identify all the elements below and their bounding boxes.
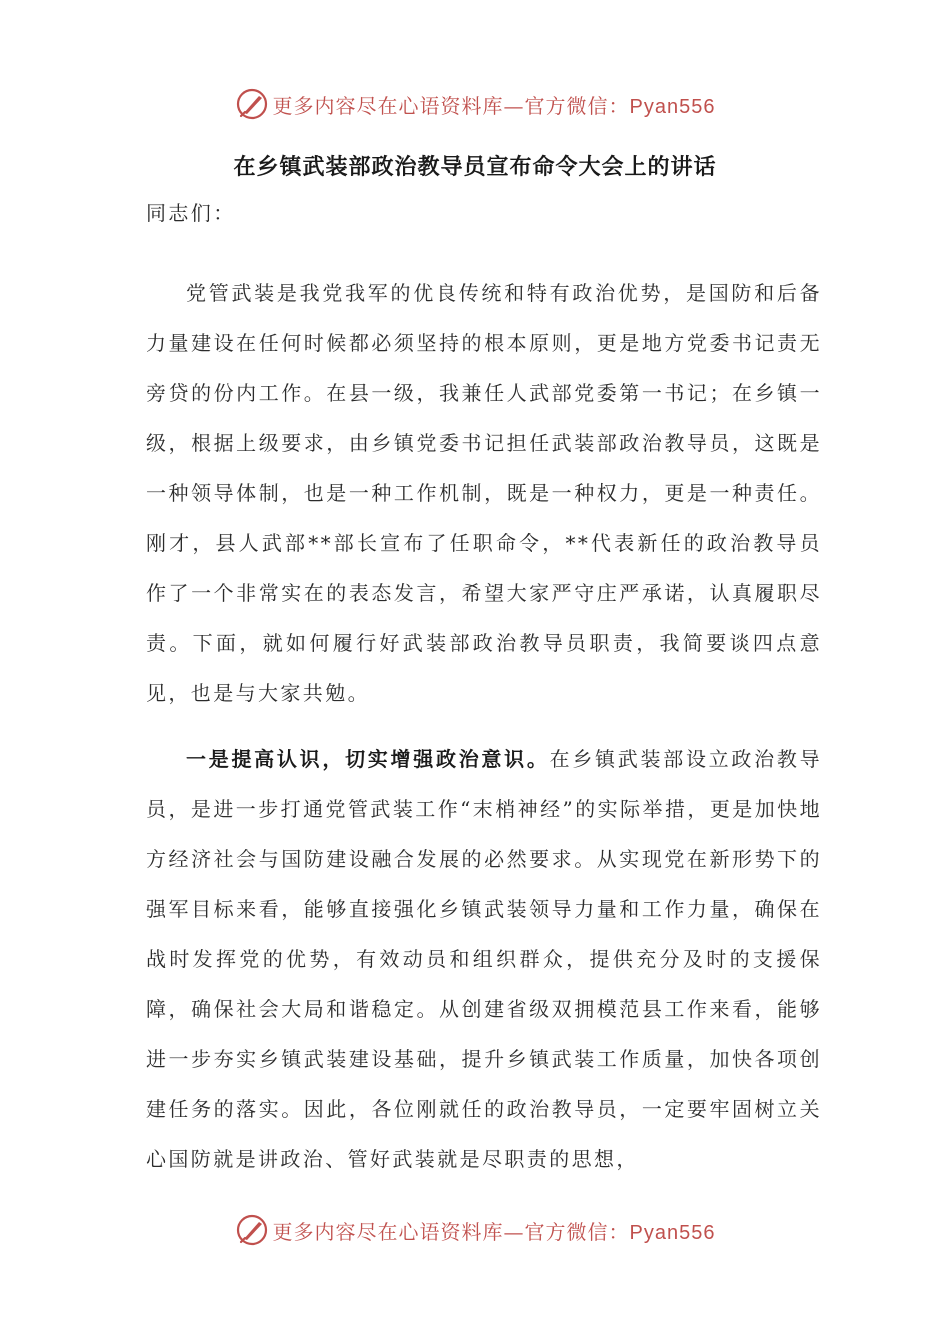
header-banner bbox=[0, 84, 950, 124]
salutation: 同志们： bbox=[146, 201, 236, 225]
document-title: 在乡镇武装部政治教导员宣布命令大会上的讲话 bbox=[233, 155, 717, 180]
paragraph-1: 党管武装是我党我军的优良传统和特有政治优势，是国防和后备力量建设在任何时候都必须坚持的根本原则，更是地方党委书记责无旁贷的份内工作。在县一级，我兼任人武部党委第一书记；在乡镇一级，根据上级要求，由乡镇党委书记担任武装部政治教导员，这既是一种领导体制，也是一种工作机制，既是一种权力，更是一种责任。刚才，县人武部**部长宣布了任职命令，**代表新任的政治教导员作了一个非常实在的表态发言，希望大家严守庄严承诺，认真履职尽责。下面，就如何履行好武装部政治教导员职责，我简要谈四点意见，也是与大家共勉。 bbox=[146, 281, 822, 705]
banner-text: 更多内容尽在心语资料库—官方微信：Pyan556 bbox=[272, 93, 716, 118]
banner-text: 更多内容尽在心语资料库—官方微信：Pyan556 bbox=[272, 1219, 716, 1244]
paragraph-2-lead: 一是提高认识，切实增强政治意识。 bbox=[186, 747, 550, 771]
quill-pen-logo-icon bbox=[235, 1213, 269, 1247]
document-body bbox=[146, 188, 822, 1184]
paragraph-2 bbox=[146, 734, 822, 1184]
footer-banner bbox=[0, 1210, 950, 1250]
paragraph-2-body: 在乡镇武装部设立政治教导员，是进一步打通党管武装工作“末梢神经”的实际举措，更是加快地方经济社会与国防建设融合发展的必然要求。从实现党在新形势下的强军目标来看，能够直接强化乡镇武装领导力量和工作力量，确保在战时发挥党的优势，有效动员和组织群众，提供充分及时的支援保障，确保社会大局和谐稳定。从创建省级双拥模范县工作来看，能够进一步夯实乡镇武装建设基础，提升乡镇武装工作质量，加快各项创建任务的落实。因此，各位刚就任的政治教导员，一定要牢固树立关心国防就是讲政治、管好武装就是尽职责的思想， bbox=[146, 747, 822, 1171]
quill-pen-logo-icon bbox=[235, 87, 269, 121]
